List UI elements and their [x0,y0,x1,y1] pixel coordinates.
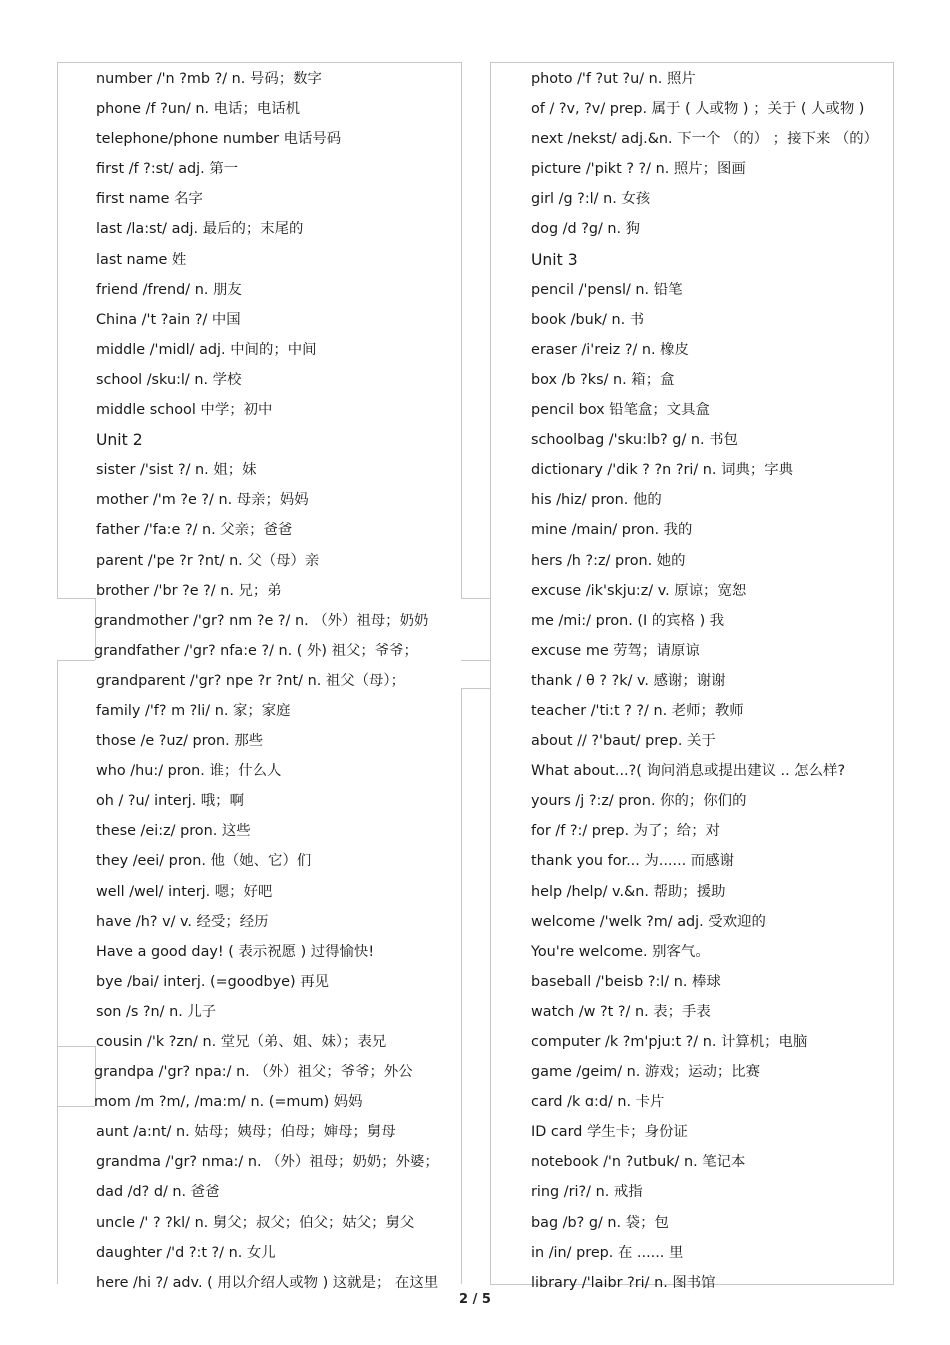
left-column-inner-rule [461,62,462,598]
vocabulary-entry: picture /'pikt ? ?/ n. 照片；图画 [531,161,746,178]
vocabulary-entry: middle /'midl/ adj. 中间的；中间 [96,341,317,358]
vocabulary-entry: his /hiz/ pron. 他的 [531,492,662,509]
vocabulary-entry: You're welcome. 别客气。 [531,943,710,960]
vocabulary-entry: pencil /'pensl/ n. 铅笔 [531,281,683,298]
vocabulary-entry: grandma /'gr? nma:/ n. （外）祖母；奶奶；外婆； [96,1154,439,1171]
right-column-right-rule [893,62,894,1284]
vocabulary-entry: ring /ri?/ n. 戒指 [531,1184,643,1201]
vocabulary-entry: notebook /'n ?utbuk/ n. 笔记本 [531,1154,746,1171]
vocabulary-entry: school /sku:l/ n. 学校 [96,371,242,388]
vocabulary-entry: grandfather /'gr? nfa:e ?/ n. ( 外) 祖父；爷爷； [94,642,418,659]
cell-rule-c [57,660,95,661]
vocabulary-entry: uncle /' ? ?kl/ n. 舅父；叔父；伯父；姑父；舅父 [96,1214,415,1231]
vocabulary-entry: friend /frend/ n. 朋友 [96,281,242,298]
vocabulary-entry: help /help/ v.&n. 帮助；援助 [531,883,726,900]
vocabulary-entry: cousin /'k ?zn/ n. 堂兄（弟、姐、妹）；表兄 [96,1034,387,1050]
vocabulary-entry: card /k ɑ:d/ n. 卡片 [531,1094,665,1111]
vocabulary-entry: teacher /'ti:t ? ?/ n. 老师；教师 [531,702,744,719]
vocabulary-entry: in /in/ prep. 在 ...... 里 [531,1244,684,1261]
vocabulary-entry: dictionary /'dik ? ?n ?ri/ n. 词典；字典 [531,462,794,479]
vocabulary-entry: mother /'m ?e ?/ n. 母亲；妈妈 [96,492,309,509]
vocabulary-entry: welcome /'welk ?m/ adj. 受欢迎的 [531,913,766,930]
vocabulary-entry: game /geim/ n. 游戏；运动；比赛 [531,1064,761,1081]
vocabulary-entry: mom /m ?m/, /ma:m/ n. (=mum) 妈妈 [94,1094,363,1111]
table-border-top-right [490,62,893,63]
vocabulary-entry: daughter /'d ?:t ?/ n. 女儿 [96,1244,276,1261]
vocabulary-entry: bye /bai/ interj. (=goodbye) 再见 [96,973,330,990]
unit-heading: Unit 2 [96,431,143,450]
cell-rule-f [461,688,490,689]
vocabulary-entry: eraser /i'reiz ?/ n. 橡皮 [531,341,689,358]
vocabulary-entry: last name 姓 [96,251,187,268]
vocabulary-column-right [531,64,893,1298]
cell-rule-d [461,598,490,599]
vocabulary-entry: girl /g ?:l/ n. 女孩 [531,191,651,208]
cell-rule-e [461,660,490,661]
vocabulary-column-left [96,64,458,1298]
vocabulary-entry: those /e ?uz/ pron. 那些 [96,733,264,750]
vocabulary-entry: middle school 中学；初中 [96,402,273,419]
vocabulary-entry: baseball /'beisb ?:l/ n. 棒球 [531,973,721,990]
cell-rule-a [57,598,95,599]
vocabulary-entry: Have a good day! ( 表示祝愿 ) 过得愉快! [96,943,375,960]
vocabulary-entry: father /'fa:e ?/ n. 父亲；爸爸 [96,522,293,539]
vocabulary-entry: hers /h ?:z/ pron. 她的 [531,552,686,569]
vocabulary-entry: box /b ?ks/ n. 箱；盒 [531,371,675,388]
vocabulary-entry: dog /d ?g/ n. 狗 [531,221,641,238]
vocabulary-entry: me /mi:/ pron. (I 的宾格 ) 我 [531,612,725,629]
vocabulary-entry: computer /k ?m'pju:t ?/ n. 计算机；电脑 [531,1034,808,1050]
vocabulary-entry: next /nekst/ adj.&n. 下一个 （的） ；接下来 （的） [531,131,878,148]
cell-rule-g [461,688,462,1284]
vocabulary-entry: of / ?v, ?v/ prep. 属于 ( 人或物 ) ；关于 ( 人或物 ) [531,101,865,118]
vocabulary-entry: grandmother /'gr? nm ?e ?/ n. （外）祖母；奶奶 [94,612,429,629]
table-border-top [57,62,461,63]
vocabulary-entry: schoolbag /'sku:lb? g/ n. 书包 [531,432,738,449]
vocabulary-entry: thank you for... 为...... 而感谢 [531,853,734,870]
vocabulary-entry: about // ?'baut/ prep. 关于 [531,733,716,750]
vocabulary-entry: dad /d? d/ n. 爸爸 [96,1184,220,1201]
vocabulary-entry: excuse me 劳驾；请原谅 [531,642,700,659]
vocabulary-entry: well /wel/ interj. 嗯；好吧 [96,883,273,900]
vocabulary-entry: sister /'sist ?/ n. 姐；妹 [96,462,257,479]
vocabulary-entry: grandparent /'gr? npe ?r ?nt/ n. 祖父（母）； [96,672,405,689]
vocabulary-entry: oh / ?u/ interj. 哦；啊 [96,793,244,810]
vocabulary-entry: grandpa /'gr? npa:/ n. （外）祖父；爷爷；外公 [94,1064,413,1081]
vocabulary-entry: parent /'pe ?r ?nt/ n. 父（母）亲 [96,552,320,569]
page-number: 2 / 5 [459,1292,491,1307]
vocabulary-entry: thank / θ ? ?k/ v. 感谢；谢谢 [531,672,726,689]
vocabulary-entry: library /'laibr ?ri/ n. 图书馆 [531,1274,716,1291]
vocabulary-entry: number /'n ?mb ?/ n. 号码；数字 [96,71,322,87]
vocabulary-entry: China /'t ?ain ?/ 中国 [96,311,241,328]
vocabulary-entry: have /h? v/ v. 经受；经历 [96,913,269,930]
vocabulary-entry: brother /'br ?e ?/ n. 兄；弟 [96,582,282,599]
vocabulary-entry: son /s ?n/ n. 儿子 [96,1003,217,1020]
vocabulary-entry: last /la:st/ adj. 最后的；末尾的 [96,221,304,238]
vocabulary-entry: first name 名字 [96,191,203,208]
vocabulary-entry: watch /w ?t ?/ n. 表；手表 [531,1003,711,1020]
vocabulary-entry: pencil box 铅笔盒；文具盒 [531,402,710,419]
right-column-left-rule [490,62,491,1284]
vocabulary-entry: aunt /a:nt/ n. 姑母；姨母；伯母；婶母；舅母 [96,1124,396,1141]
vocabulary-entry: What about...?( 询问消息或提出建议 .. 怎么样? [531,763,846,780]
left-column-outer-rule [57,62,58,598]
unit-heading: Unit 3 [531,250,578,269]
vocabulary-entry: for /f ?:/ prep. 为了；给；对 [531,823,720,840]
vocabulary-entry: photo /'f ?ut ?u/ n. 照片 [531,71,696,87]
vocabulary-entry: excuse /ik'skju:z/ v. 原谅；宽恕 [531,582,747,599]
vocabulary-entry: yours /j ?:z/ pron. 你的；你们的 [531,793,747,810]
vocabulary-entry: book /buk/ n. 书 [531,311,645,328]
vocabulary-entry: these /ei:z/ pron. 这些 [96,823,251,840]
vocabulary-entry: phone /f ?un/ n. 电话；电话机 [96,101,301,118]
cell-rule-h [57,660,58,1284]
vocabulary-entry: they /eei/ pron. 他（她、它）们 [96,853,312,870]
vocabulary-entry: who /hu:/ pron. 谁；什么人 [96,763,282,780]
cell-rule-i [57,1046,95,1047]
vocabulary-entry: first /f ?:st/ adj. 第一 [96,161,239,178]
vocabulary-entry: family /'f? m ?li/ n. 家；家庭 [96,702,291,719]
cell-rule-k [57,1106,95,1107]
vocabulary-entry: bag /b? g/ n. 袋；包 [531,1214,669,1231]
vocabulary-entry: ID card 学生卡；身份证 [531,1124,688,1141]
vocabulary-entry: here /hi ?/ adv. ( 用以介绍人或物 ) 这就是； 在这里 [96,1274,439,1291]
vocabulary-entry: telephone/phone number 电话号码 [96,131,342,148]
vocabulary-entry: mine /main/ pron. 我的 [531,522,693,539]
